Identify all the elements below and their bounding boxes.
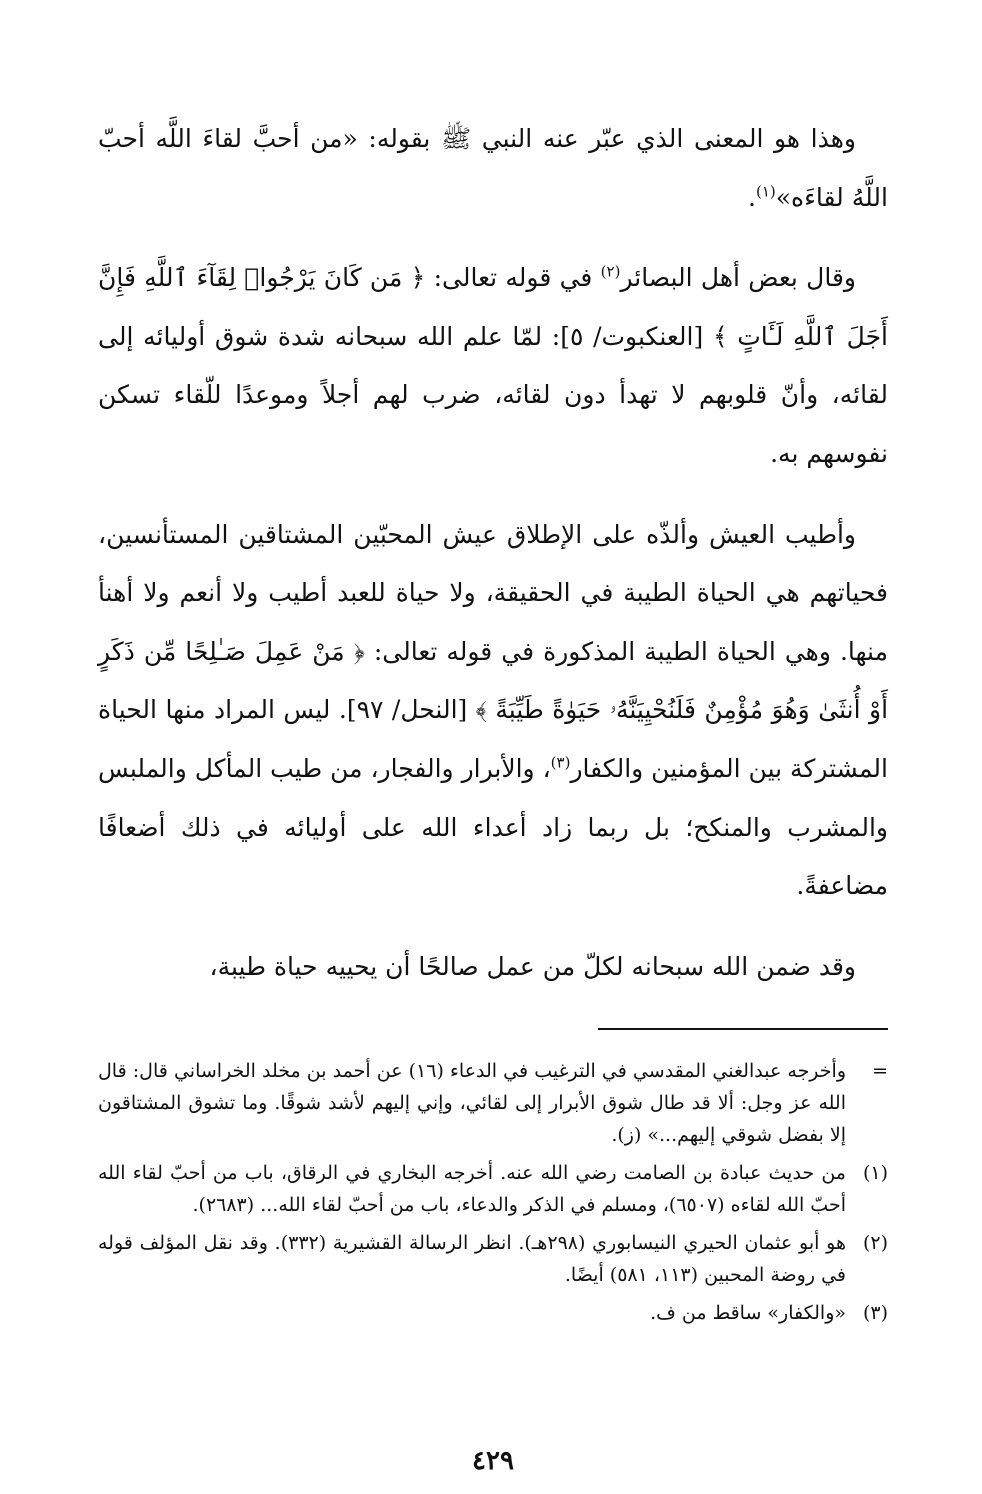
- paragraph: [98, 506, 888, 916]
- text-segment: .: [748, 182, 756, 212]
- page-number: ٤٢٩: [472, 1446, 514, 1476]
- text-segment: [النحل/ ٩٧]. ليس المراد منها الحياة المشتركة بين المؤمنين والكفار: [98, 695, 888, 783]
- footnote-mark: (٢): [862, 1232, 888, 1254]
- text-segment: وقد ضمن الله سبحانه لكلّ من عمل صالحًا أن يحييه حياة طيبة،: [209, 951, 856, 981]
- paragraph: [98, 249, 888, 483]
- footnote-mark: (٣): [862, 1302, 888, 1324]
- text-segment: ، والأبرار والفجار، من طيب المأكل والملبس والمشرب والمنكح؛ بل ربما زاد أعداء الله على أوليائه في ذلك أضعافًا مضاعفةً.: [98, 753, 888, 901]
- footnote-text: هو أبو عثمان الحيري النيسابوري (٢٩٨هـ). انظر الرسالة القشيرية (٣٣٢). وقد نقل المؤلف قوله في روضة المحبين (١١٣، ٥٨١) أيضًا.: [98, 1232, 846, 1286]
- footnote-text: من حديث عبادة بن الصامت رضي الله عنه. أخرجه البخاري في الرقاق، باب من أحبّ لقاء الله أحبّ الله لقاءه (٦٥٠٧)، ومسلم في الذكر والدعاء، باب من أحبّ لقاء الله... (٢٦٨٣).: [98, 1162, 846, 1216]
- paragraph: [98, 110, 888, 227]
- footnote: [98, 1227, 888, 1291]
- text-segment: وهذا هو المعنى الذي عبّر عنه النبي ﷺ بقوله: «من أحبَّ لقاءَ اللَّه أحبّ اللَّهُ لقاءَه»: [98, 124, 888, 212]
- footnotes: [98, 1055, 888, 1335]
- paragraph: [98, 938, 888, 997]
- text-segment: [العنكبوت/ ٥]: لمّا علم الله سبحانه شدة شوق أوليائه إلى لقائه، وأنّ قلوبهم لا تهدأ دون لقائه، ضرب لهم أجلاً وموعدًا للّقاء تسكن نفوسهم به.: [98, 321, 888, 468]
- main-text: [98, 110, 888, 996]
- quran-verse: ﴿ مَنْ عَمِلَ صَـٰلِحًا مِّن ذَكَرٍ أَوْ أُنثَىٰ وَهُوَ مُؤْمِنٌ فَلَنُحْيِيَنَّهُۥ حَيَوٰةً طَيِّبَةً ﴾: [98, 636, 889, 725]
- text-segment: وقال بعض أهل البصائر: [620, 263, 856, 293]
- footnote-reference: (١): [755, 182, 776, 201]
- quran-verse: ﴿ مَن كَانَ يَرْجُوا۟ لِقَآءَ ٱللَّهِ فَإِنَّ أَجَلَ ٱللَّهِ لَـَٔاتٍ ﴾: [98, 263, 888, 351]
- text-segment: وأطيب العيش وألذّه على الإطلاق عيش المحبّين المشتاقين المستأنسين، فحياتهم هي الحياة الطيبة في الحقيقة، ولا حياة للعبد أطيب ولا أنعم ولا أهنأ منها. وهي الحياة الطيبة المذكورة في قوله تعالى:: [98, 519, 888, 666]
- footnote: [98, 1157, 888, 1221]
- book-page: [98, 110, 889, 1476]
- footnote-reference: (٣): [550, 753, 571, 772]
- footnote-separator: [598, 1028, 888, 1030]
- footnote-text: وأخرجه عبدالغني المقدسي في الترغيب في الدعاء (١٦) عن أحمد بن مخلد الخراساني قال: قال الله عز وجل: ألا قد طال شوق الأبرار إلى لقائي، وإني إليهم لأشد شوقًا. وما تشوق المشتاقون إلا بفضل شوقي إليهم...» (ز).: [98, 1060, 846, 1146]
- footnote: [98, 1297, 888, 1329]
- footnote-mark: =: [872, 1060, 888, 1082]
- footnote-reference: (٢): [600, 262, 621, 281]
- text-segment: في قوله تعالى:: [425, 263, 601, 293]
- footnote-mark: (١): [862, 1162, 888, 1184]
- footnote-text: «والكفار» ساقط من ف.: [650, 1302, 846, 1324]
- footnote: [98, 1055, 888, 1151]
